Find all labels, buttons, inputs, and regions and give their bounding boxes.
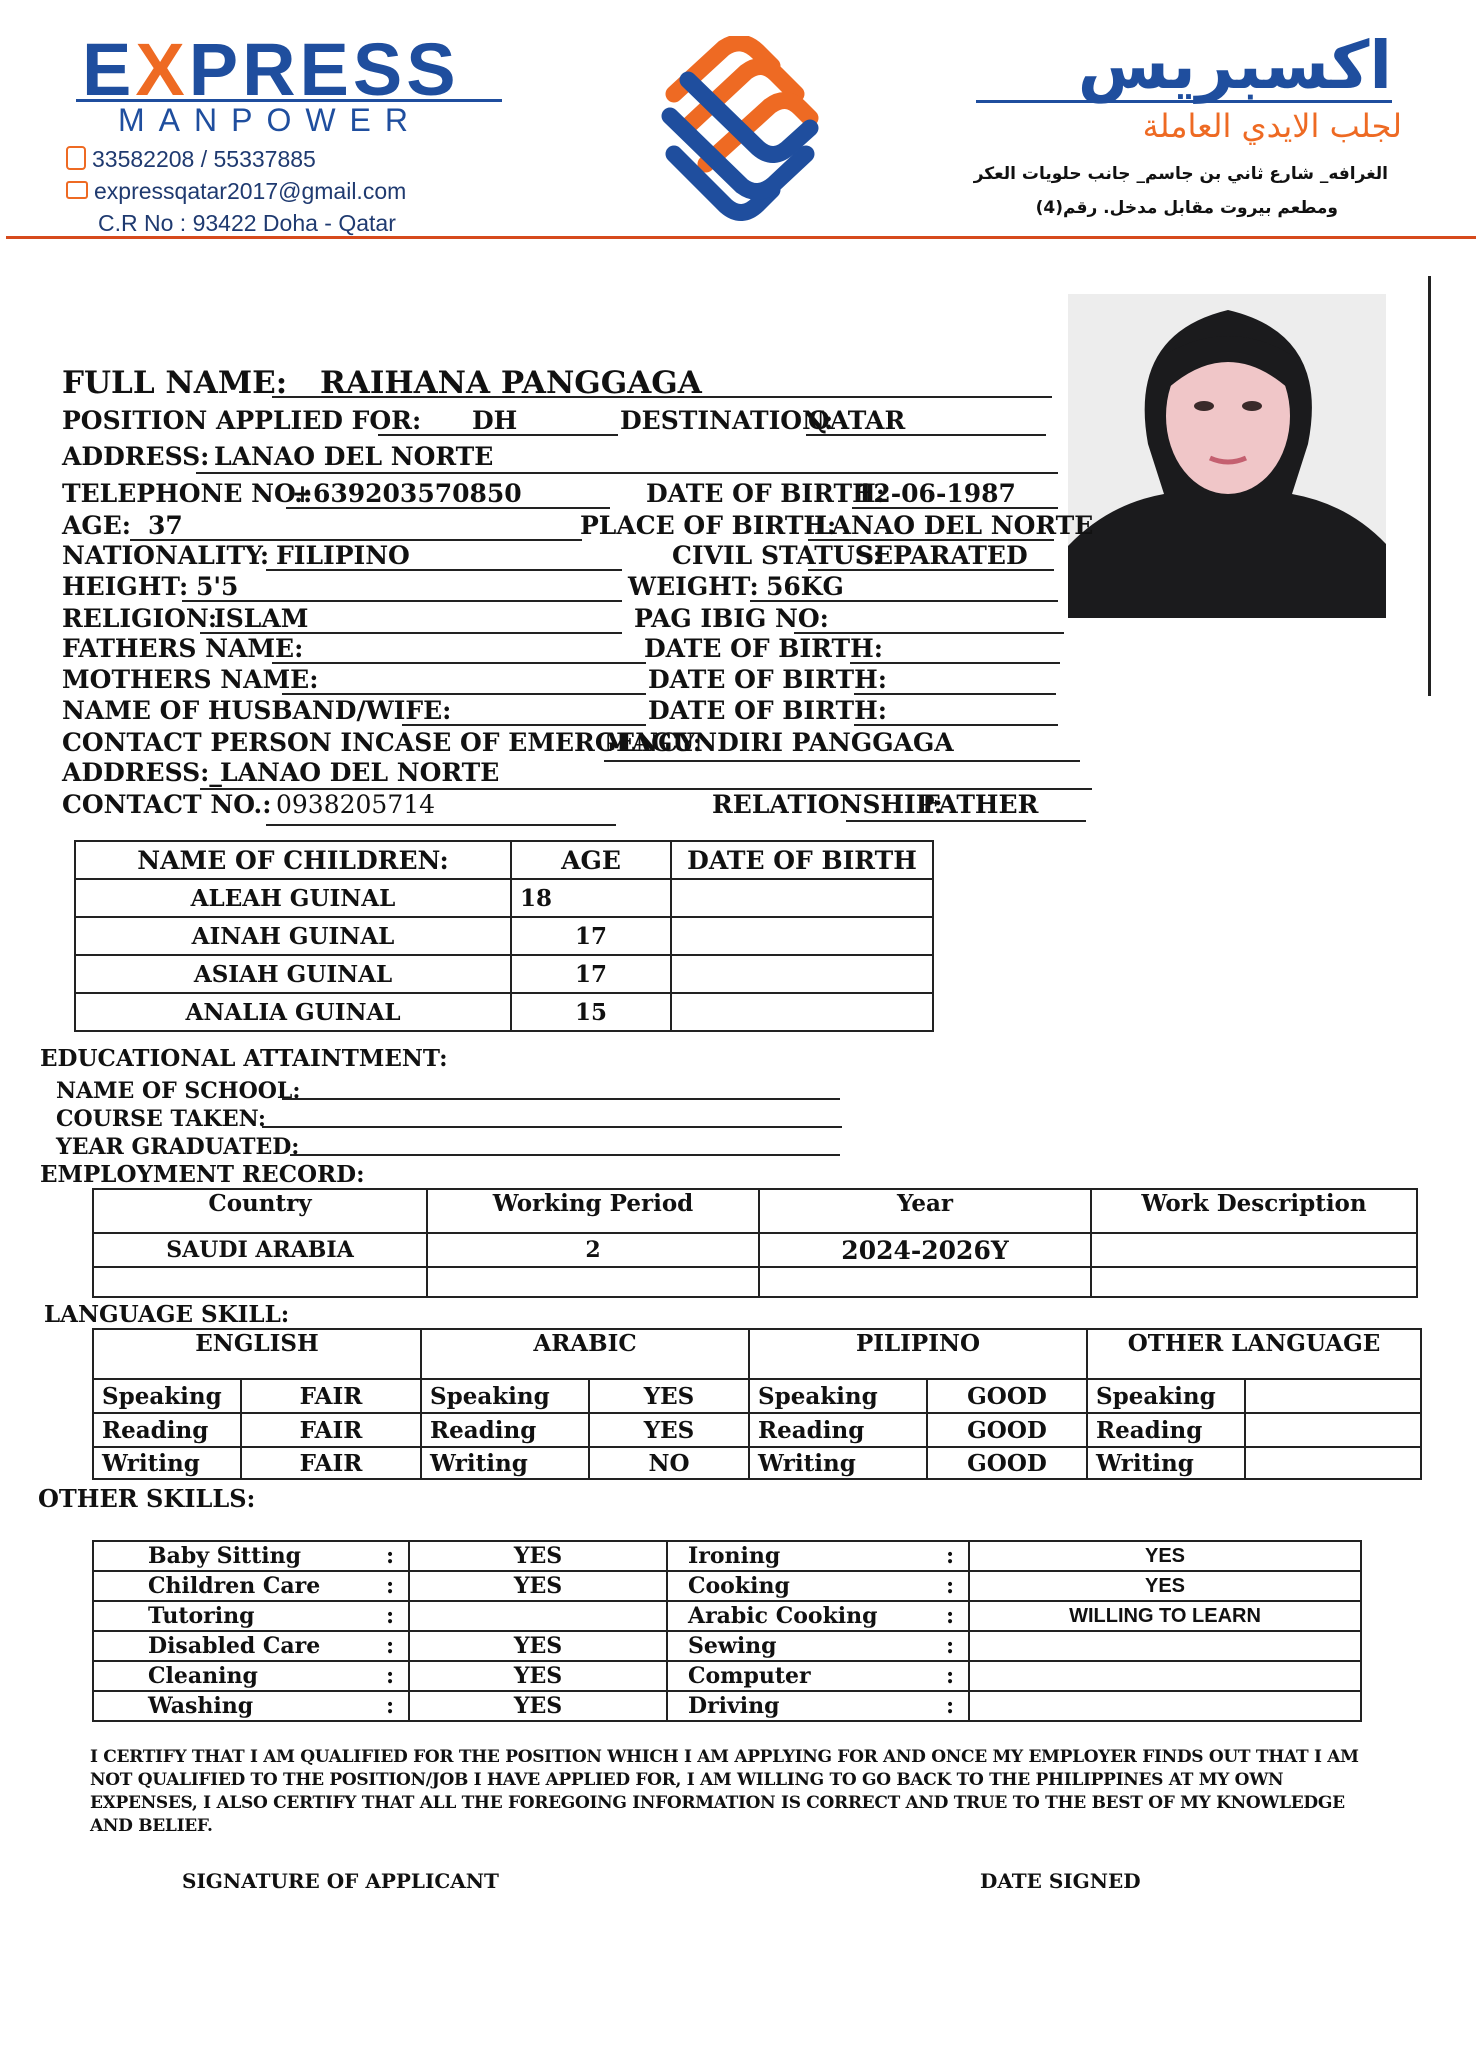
employment-table [92,1188,1418,1298]
date-signed-label: DATE SIGNED [980,1869,1141,1893]
employment-header-period: Working Period [427,1189,759,1233]
contact-no-label: CONTACT NO.: [62,790,272,819]
dob-line [852,507,1058,509]
children-table [74,840,934,1032]
child-age: 18 [511,879,671,917]
employment-header-country: Country [93,1189,427,1233]
skill-colon: : [932,1601,969,1631]
phone-line: 33582208 / 55337885 [66,144,316,174]
mothers-dob-line [854,693,1056,695]
dob-label: DATE OF BIRTH: [646,479,885,508]
child-name: AINAH GUINAL [75,917,511,955]
employment-period: 2 [427,1233,759,1267]
skill-value: YES [969,1571,1361,1601]
skill-colon: : [932,1571,969,1601]
language-english-header: ENGLISH [93,1329,421,1379]
emergency-contact-value: MAGUNDIRI PANGGAGA [604,728,954,757]
full-name-value: RAIHANA PANGGAGA [320,365,702,401]
mothers-name-line [282,693,646,695]
skill-label: Sewing [667,1631,932,1661]
spouse-name-line [402,724,646,726]
skill-label: Tutoring [93,1601,372,1631]
address-line [196,472,1058,474]
applicant-photo [1068,294,1386,618]
skill-colon: : [372,1601,409,1631]
child-age: 17 [511,917,671,955]
table-row [75,917,933,955]
spouse-name-label: NAME OF HUSBAND/WIFE: [62,696,452,725]
relationship-line [846,820,1086,822]
brand-logo-text: EXPRESS [82,28,460,111]
reading-label: Reading [749,1413,927,1447]
destination-value: QATAR [808,406,906,435]
weight-value: 56KG [766,572,844,601]
mothers-name-label: MOTHERS NAME: [62,665,319,694]
reading-label: Reading [93,1413,241,1447]
employment-country [93,1267,427,1297]
position-label: POSITION APPLIED FOR: [62,406,422,435]
employment-header-year: Year [759,1189,1091,1233]
emergency-contact-label: CONTACT PERSON INCASE OF EMERGENCY: [62,728,702,757]
civil-status-line [808,569,1054,571]
employment-title: EMPLOYMENT RECORD: [40,1161,365,1188]
skill-value: YES [409,1571,667,1601]
table-row [93,1379,1421,1413]
other-skills-title: OTHER SKILLS: [38,1484,256,1513]
spouse-dob-label: DATE OF BIRTH: [648,696,887,725]
contact-no-line [266,824,616,826]
age-value: 37 [148,511,183,540]
year-graduated-line [290,1154,840,1156]
child-age: 15 [511,993,671,1031]
religion-value: ISLAM [214,604,309,633]
pilipino-writing: GOOD [927,1447,1087,1479]
skill-value [969,1631,1361,1661]
skill-label: Arabic Cooking [667,1601,932,1631]
child-dob [671,879,933,917]
pob-label: PLACE OF BIRTH: [580,511,837,540]
child-dob [671,993,933,1031]
arabic-brand-subtitle: لجلب الايدي العاملة [1142,107,1402,145]
employment-header-description: Work Description [1091,1189,1417,1233]
child-dob [671,955,933,993]
age-label: AGE: [62,511,132,540]
emergency-address-value: LANAO DEL NORTE [220,758,500,787]
skill-value: WILLING TO LEARN [969,1601,1361,1631]
spouse-dob-line [854,724,1058,726]
skill-label: Children Care [93,1571,372,1601]
skill-label: Ironing [667,1541,932,1571]
weight-line [750,600,1058,602]
table-row [93,1233,1417,1267]
skill-value: YES [969,1541,1361,1571]
employment-country: SAUDI ARABIA [93,1233,427,1267]
skill-label: Cooking [667,1571,932,1601]
skill-colon: : [932,1661,969,1691]
other-skills-table [92,1540,1362,1722]
nationality-line [266,569,622,571]
speaking-label: Speaking [749,1379,927,1413]
writing-label: Writing [93,1447,241,1479]
language-pilipino-header: PILIPINO [749,1329,1087,1379]
arabic-brand-title: اكسبريس [1077,27,1392,104]
education-title: EDUCATIONAL ATTAINTMENT: [40,1045,448,1072]
arabic-speaking: YES [589,1379,749,1413]
english-reading: FAIR [241,1413,421,1447]
school-line [282,1098,840,1100]
year-graduated-label: YEAR GRADUATED: [56,1134,300,1160]
mothers-dob-label: DATE OF BIRTH: [648,665,887,694]
skill-colon: : [932,1541,969,1571]
children-header-row [75,841,933,879]
pilipino-speaking: GOOD [927,1379,1087,1413]
child-name: ASIAH GUINAL [75,955,511,993]
other-speaking [1245,1379,1421,1413]
children-header-age: AGE [511,841,671,879]
fathers-name-label: FATHERS NAME: [62,634,304,663]
email-icon [66,181,88,199]
employment-year [759,1267,1091,1297]
phone-icon [66,146,86,170]
skill-label: Washing [93,1691,372,1721]
full-name-line [272,396,1052,398]
employment-period [427,1267,759,1297]
arabic-address-2: ومطعم بيروت مقابل مدخل. رقم(4) [1035,198,1338,218]
signature-label: SIGNATURE OF APPLICANT [182,1869,499,1893]
course-label: COURSE TAKEN: [56,1106,267,1132]
position-line [378,434,618,436]
destination-label: DESTINATION: [620,406,834,435]
emergency-contact-line [604,760,1080,762]
civil-status-label: CIVIL STATUS: [672,541,882,570]
skill-label: Baby Sitting [93,1541,372,1571]
children-header-dob: DATE OF BIRTH [671,841,933,879]
weight-label: WEIGHT: [628,572,759,601]
skill-colon: : [932,1691,969,1721]
relationship-label: RELATIONSHIP: [712,790,943,819]
telephone-line [286,507,610,509]
arabic-brand-underline [976,100,1392,103]
civil-status-value: SEPARATED [856,541,1028,570]
certification-statement: I CERTIFY THAT I AM QUALIFIED FOR THE POSITION WHICH I AM APPLYING FOR AND ONCE MY EMPLOYER FINDS OUT THAT I AM NOT QUALIFIED TO THE POSITION/JOB I HAVE APPLIED FOR, I AM WILLING TO GO BACK TO THE PHILIPPINES AT MY OWN EXPENSES, I ALSO CERTIFY THAT ALL THE FOREGOING INFORMATION IS CORRECT AND TRUE TO THE BEST OF MY KNOWLEDGE AND BELIEF. [90,1747,1359,1836]
skill-value: YES [409,1661,667,1691]
emergency-address-label: ADDRESS:_ [62,758,222,787]
writing-label: Writing [749,1447,927,1479]
skill-label: Computer [667,1661,932,1691]
skill-label: Disabled Care [93,1631,372,1661]
other-writing [1245,1447,1421,1479]
pob-value: LANAO DEL NORTE [814,511,1094,540]
skill-label: Cleaning [93,1661,372,1691]
skill-colon: : [372,1631,409,1661]
child-dob [671,917,933,955]
telephone-label: TELEPHONE NO.: [62,479,313,508]
pagibig-label: PAG IBIG NO: [634,604,829,633]
children-header-name: NAME OF CHILDREN: [75,841,511,879]
cr-number: C.R No : 93422 Doha - Qatar [98,210,396,236]
table-row [93,1661,1361,1691]
skill-colon: : [372,1661,409,1691]
height-value: 5'5 [196,572,239,601]
english-writing: FAIR [241,1447,421,1479]
relationship-value: FATHER [922,790,1039,819]
table-row [93,1691,1361,1721]
other-reading [1245,1413,1421,1447]
skill-value: YES [409,1691,667,1721]
speaking-label: Speaking [93,1379,241,1413]
skill-value [409,1601,667,1631]
child-name: ALEAH GUINAL [75,879,511,917]
arabic-writing: NO [589,1447,749,1479]
employment-description [1091,1233,1417,1267]
course-line [262,1126,842,1128]
language-title: LANGUAGE SKILL: [44,1301,290,1328]
skill-value: YES [409,1631,667,1661]
language-table [92,1328,1422,1480]
telephone-value: +639203570850 [292,479,522,508]
photo-frame-line [1428,276,1431,696]
table-row [75,879,933,917]
speaking-label: Speaking [421,1379,589,1413]
language-arabic-header: ARABIC [421,1329,749,1379]
dob-value: 12-06-1987 [856,479,1016,508]
language-header-row [93,1329,1421,1379]
nationality-value: FILIPINO [276,541,410,570]
employment-description [1091,1267,1417,1297]
school-label: NAME OF SCHOOL: [56,1078,301,1104]
arabic-reading: YES [589,1413,749,1447]
table-row [93,1267,1417,1297]
table-row [93,1413,1421,1447]
english-speaking: FAIR [241,1379,421,1413]
address-value: LANAO DEL NORTE [214,442,494,471]
skill-value [969,1691,1361,1721]
height-label: HEIGHT: [62,572,189,601]
writing-label: Writing [1087,1447,1245,1479]
brand-subtitle: MANPOWER [118,102,422,138]
pilipino-reading: GOOD [927,1413,1087,1447]
position-value: DH [472,406,518,435]
skill-colon: : [372,1571,409,1601]
table-row [93,1541,1361,1571]
skill-value [969,1661,1361,1691]
table-row [75,955,933,993]
speaking-label: Speaking [1087,1379,1245,1413]
employment-year: 2024-2026Y [759,1233,1091,1267]
fathers-name-line [272,662,646,664]
skill-colon: : [932,1631,969,1661]
religion-label: RELIGION: [62,604,218,633]
table-row [93,1447,1421,1479]
destination-line [806,434,1046,436]
height-line [182,600,622,602]
skill-label: Driving [667,1691,932,1721]
child-age: 17 [511,955,671,993]
writing-label: Writing [421,1447,589,1479]
reading-label: Reading [1087,1413,1245,1447]
fathers-dob-line [850,662,1060,664]
knot-logo [646,36,832,222]
table-row [93,1601,1361,1631]
employment-header-row [93,1189,1417,1233]
table-row [93,1571,1361,1601]
contact-no-value: 0938205714 [276,790,436,819]
table-row [93,1631,1361,1661]
skill-colon: : [372,1541,409,1571]
skill-colon: : [372,1691,409,1721]
skill-value: YES [409,1541,667,1571]
header-rule [6,236,1476,239]
child-name: ANALIA GUINAL [75,993,511,1031]
address-label: ADDRESS: [62,442,210,471]
arabic-address-1: الغرافه_ شارع ثاني بن جاسم_ جانب حلويات العكر [973,164,1388,184]
table-row [75,993,933,1031]
email-line: expressqatar2017@gmail.com [66,176,406,206]
language-other-header: OTHER LANGUAGE [1087,1329,1421,1379]
fathers-dob-label: DATE OF BIRTH: [644,634,883,663]
reading-label: Reading [421,1413,589,1447]
nationality-label: NATIONALITY: [62,541,270,570]
full-name-label: FULL NAME: [62,365,288,401]
